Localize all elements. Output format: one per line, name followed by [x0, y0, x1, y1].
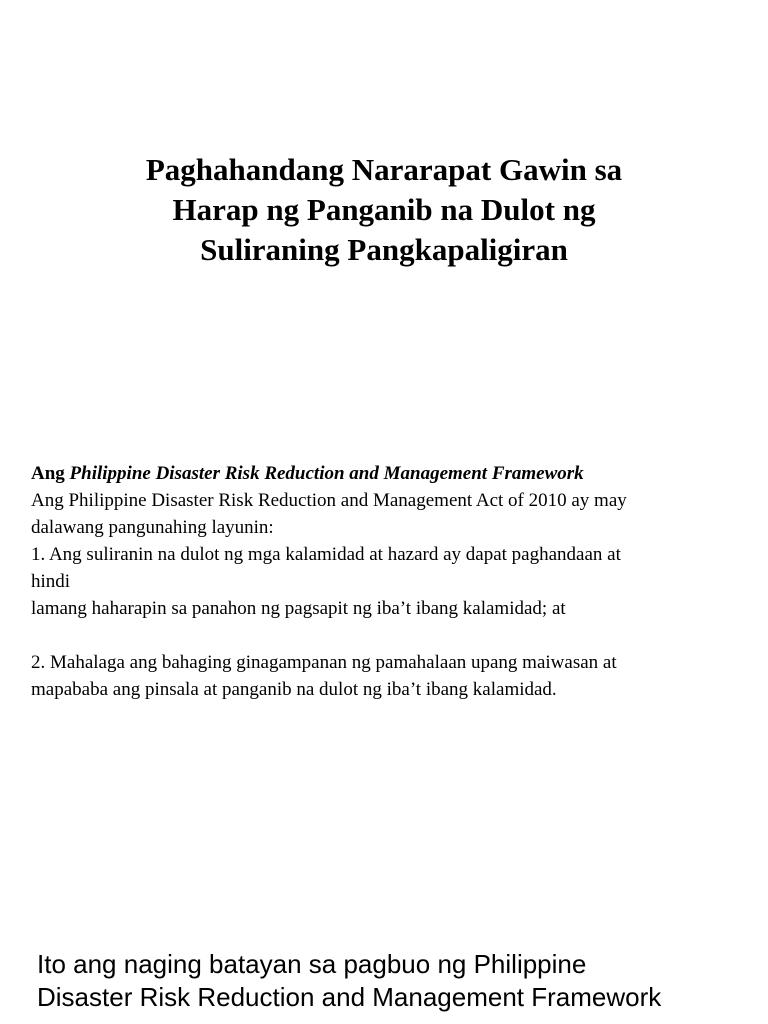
intro-line-1: Ang Philippine Disaster Risk Reduction and Management Act of 2010 ay may [31, 490, 627, 511]
section-heading-name: Philippine Disaster Risk Reduction and Management Framework [69, 463, 584, 484]
title-line-2: Harap ng Panganib na Dulot ng [172, 192, 596, 227]
paragraph-gap [31, 622, 751, 649]
page-title [60, 150, 708, 270]
item1-line-1: 1. Ang suliranin na dulot ng mga kalamidad at hazard ay dapat paghandaan at [31, 544, 621, 565]
title-line-3: Suliraning Pangkapaligiran [200, 232, 568, 267]
title-line-1: Paghahandang Nararapat Gawin sa [145, 152, 623, 187]
bottom-line-1: Ito ang naging batayan sa pagbuo ng Philippine [37, 949, 587, 979]
bottom-line-2: Disaster Risk Reduction and Management Framework [37, 982, 662, 1012]
intro-line-2: dalawang pangunahing layunin: [31, 517, 274, 538]
framework-section [31, 460, 751, 703]
item2-line-1: 2. Mahalaga ang bahaging ginagampanan ng pamahalaan upang maiwasan at [31, 652, 617, 673]
bottom-paragraph [37, 948, 757, 1014]
item1-line-3: lamang haharapin sa panahon ng pagsapit ng iba’t ibang kalamidad; at [31, 598, 566, 619]
item1-line-2: hindi [31, 571, 71, 592]
section-heading-prefix: Ang [31, 463, 65, 484]
section-heading [31, 460, 751, 487]
item2-line-2: mapababa ang pinsala at panganib na dulot ng iba’t ibang kalamidad. [31, 679, 557, 700]
